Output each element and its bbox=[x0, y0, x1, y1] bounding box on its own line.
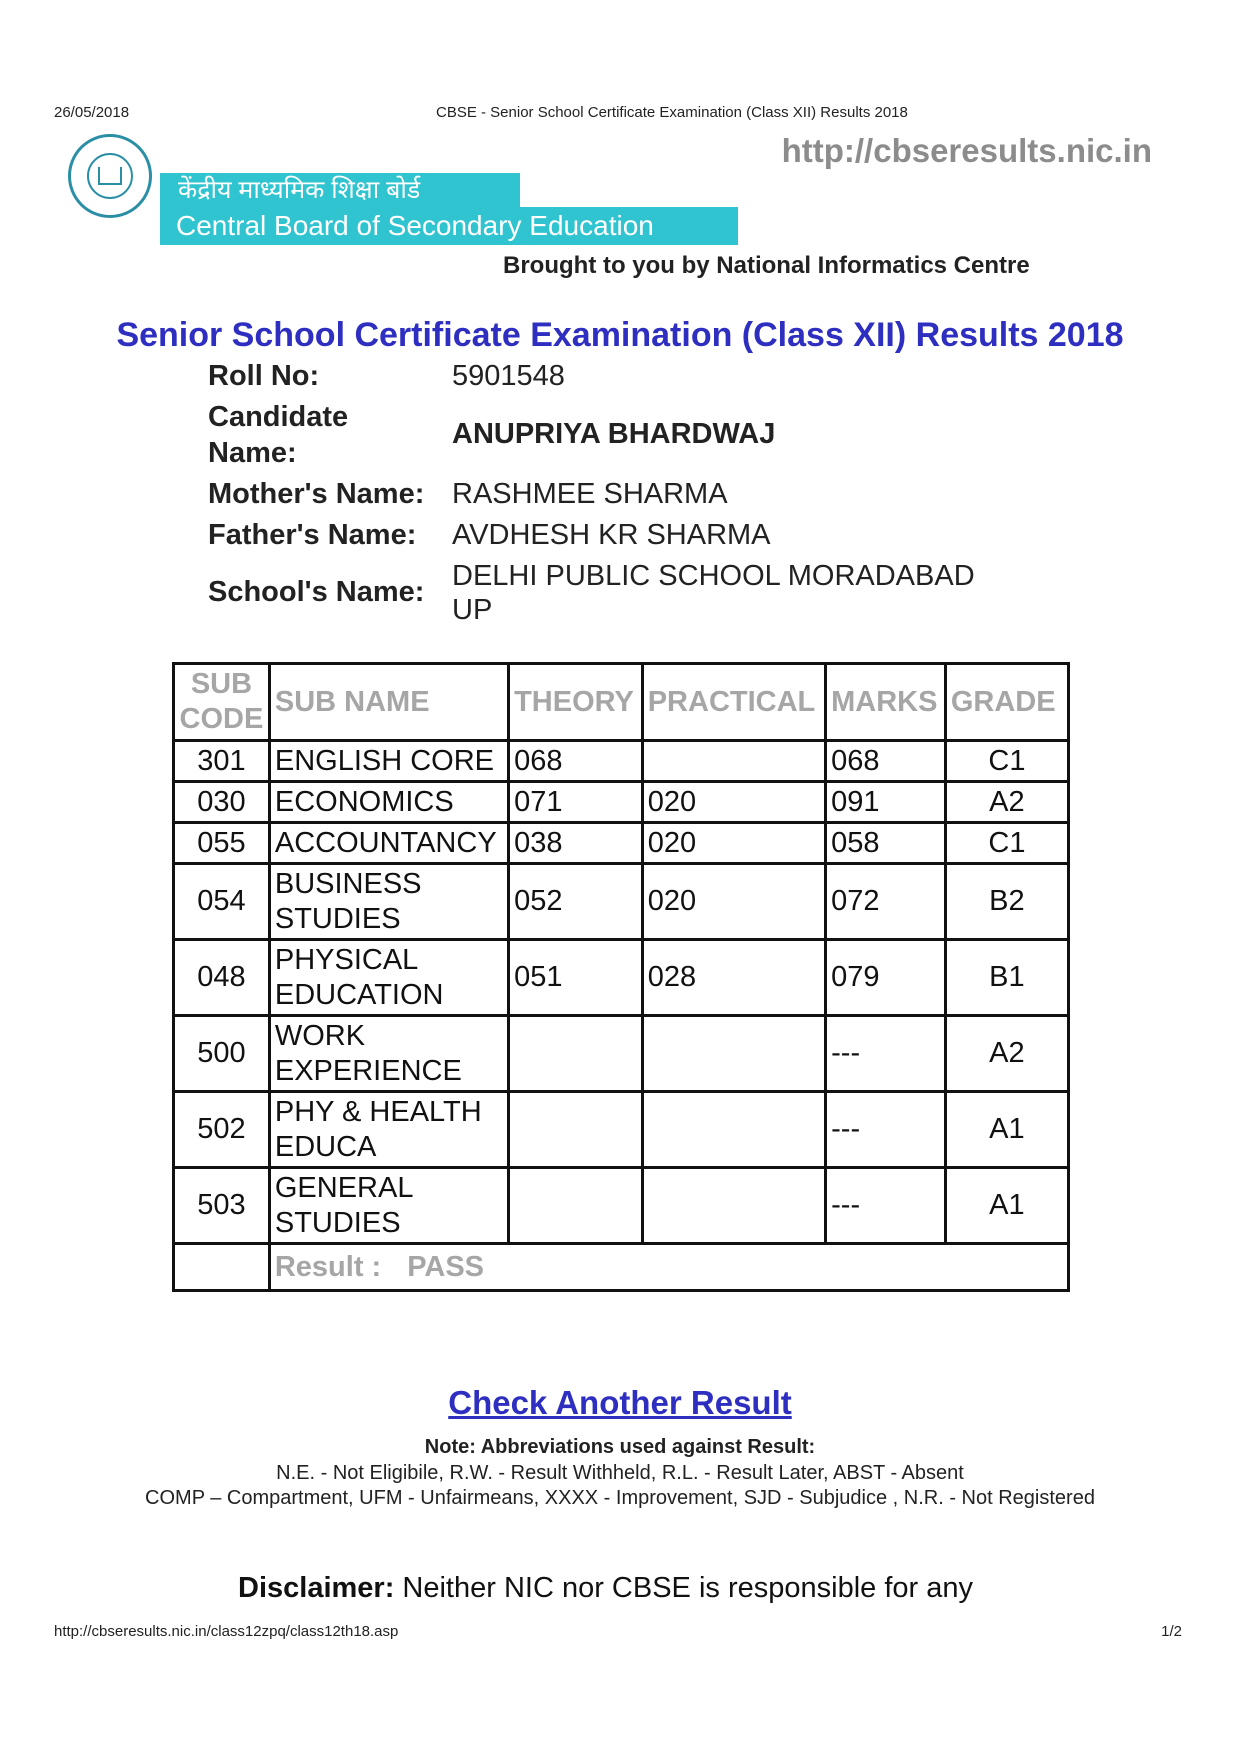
grade: A1 bbox=[945, 1092, 1068, 1168]
practical-marks bbox=[642, 1092, 825, 1168]
mother-value: RASHMEE SHARMA bbox=[452, 478, 728, 510]
header-marks: MARKS bbox=[826, 664, 946, 741]
result-status: Result : PASS bbox=[269, 1244, 1068, 1291]
table-header-row bbox=[174, 664, 1069, 741]
grade: A2 bbox=[945, 782, 1068, 823]
grade: A2 bbox=[945, 1016, 1068, 1092]
board-name-english: Central Board of Secondary Education bbox=[160, 207, 738, 245]
sub-code: 048 bbox=[174, 940, 270, 1016]
father-value: AVDHESH KR SHARMA bbox=[452, 519, 771, 551]
sub-code: 301 bbox=[174, 741, 270, 782]
theory-marks bbox=[509, 1016, 643, 1092]
practical-marks: 020 bbox=[642, 864, 825, 940]
total-marks: --- bbox=[826, 1092, 946, 1168]
sub-code: 054 bbox=[174, 864, 270, 940]
school-value-1: DELHI PUBLIC SCHOOL MORADABAD bbox=[452, 560, 975, 592]
footer-url: http://cbseresults.nic.in/class12zpq/class12th18.asp bbox=[54, 1623, 399, 1640]
table-row bbox=[174, 940, 1069, 1016]
total-marks: --- bbox=[826, 1168, 946, 1244]
total-marks: 068 bbox=[826, 741, 946, 782]
nic-credit: Brought to you by National Informatics Centre bbox=[503, 252, 1030, 279]
sub-code: 502 bbox=[174, 1092, 270, 1168]
theory-marks: 071 bbox=[509, 782, 643, 823]
header-sub-name: SUB NAME bbox=[269, 664, 508, 741]
page-title: Senior School Certificate Examination (Class XII) Results 2018 bbox=[116, 316, 1124, 354]
page-number: 1/2 bbox=[1161, 1623, 1182, 1640]
abbreviations-title: Note: Abbreviations used against Result: bbox=[424, 1436, 816, 1458]
school-label: School's Name: bbox=[208, 576, 425, 608]
total-marks: 058 bbox=[826, 823, 946, 864]
theory-marks: 051 bbox=[509, 940, 643, 1016]
result-row bbox=[174, 1244, 1069, 1291]
practical-marks bbox=[642, 741, 825, 782]
table-row bbox=[174, 864, 1069, 940]
sub-name: ENGLISH CORE bbox=[269, 741, 508, 782]
total-marks: 091 bbox=[826, 782, 946, 823]
roll-label: Roll No: bbox=[208, 360, 320, 392]
header-practical: PRACTICAL bbox=[642, 664, 825, 741]
practical-marks bbox=[642, 1168, 825, 1244]
table-row bbox=[174, 1168, 1069, 1244]
grade: B2 bbox=[945, 864, 1068, 940]
table-row bbox=[174, 823, 1069, 864]
abbreviations-line-1: N.E. - Not Eligibile, R.W. - Result Withheld, R.L. - Result Later, ABST - Absent bbox=[276, 1462, 964, 1484]
grade: B1 bbox=[945, 940, 1068, 1016]
site-url[interactable]: http://cbseresults.nic.in bbox=[781, 132, 1152, 169]
sub-name: ACCOUNTANCY bbox=[269, 823, 508, 864]
board-name-hindi: केंद्रीय माध्यमिक शिक्षा बोर्ड bbox=[160, 173, 520, 207]
theory-marks bbox=[509, 1092, 643, 1168]
theory-marks: 068 bbox=[509, 741, 643, 782]
candidate-name-value: ANUPRIYA BHARDWAJ bbox=[452, 418, 776, 450]
practical-marks bbox=[642, 1016, 825, 1092]
practical-marks: 020 bbox=[642, 782, 825, 823]
sub-name: WORK EXPERIENCE bbox=[269, 1016, 508, 1092]
candidate-name-label-2: Name: bbox=[208, 437, 297, 469]
roll-value: 5901548 bbox=[452, 360, 565, 392]
sub-code: 030 bbox=[174, 782, 270, 823]
table-row bbox=[174, 741, 1069, 782]
grade: C1 bbox=[945, 823, 1068, 864]
theory-marks bbox=[509, 1168, 643, 1244]
total-marks: 079 bbox=[826, 940, 946, 1016]
theory-marks: 038 bbox=[509, 823, 643, 864]
cbse-emblem-icon bbox=[68, 134, 152, 218]
theory-marks: 052 bbox=[509, 864, 643, 940]
total-marks: 072 bbox=[826, 864, 946, 940]
table-row bbox=[174, 1016, 1069, 1092]
marks-table bbox=[172, 662, 1070, 1292]
sub-code: 055 bbox=[174, 823, 270, 864]
print-title: CBSE - Senior School Certificate Examination (Class XII) Results 2018 bbox=[436, 104, 908, 121]
sub-name: BUSINESS STUDIES bbox=[269, 864, 508, 940]
school-value-2: UP bbox=[452, 594, 493, 626]
mother-label: Mother's Name: bbox=[208, 478, 425, 510]
header-sub-code: SUB CODE bbox=[174, 664, 270, 741]
practical-marks: 020 bbox=[642, 823, 825, 864]
grade: A1 bbox=[945, 1168, 1068, 1244]
print-date: 26/05/2018 bbox=[54, 104, 130, 121]
check-another-result-link[interactable]: Check Another Result bbox=[448, 1384, 792, 1421]
sub-name: GENERAL STUDIES bbox=[269, 1168, 508, 1244]
abbreviations-line-2: COMP – Compartment, UFM - Unfairmeans, XXXX - Improvement, SJD - Subjudice , N.R. - Not Registered bbox=[145, 1487, 1095, 1509]
grade: C1 bbox=[945, 741, 1068, 782]
practical-marks: 028 bbox=[642, 940, 825, 1016]
sub-code: 500 bbox=[174, 1016, 270, 1092]
header-theory: THEORY bbox=[509, 664, 643, 741]
table-row bbox=[174, 1092, 1069, 1168]
sub-name: PHY & HEALTH EDUCA bbox=[269, 1092, 508, 1168]
sub-code: 503 bbox=[174, 1168, 270, 1244]
table-row bbox=[174, 782, 1069, 823]
sub-name: PHYSICAL EDUCATION bbox=[269, 940, 508, 1016]
candidate-name-label-1: Candidate bbox=[208, 401, 349, 433]
header-grade: GRADE bbox=[945, 664, 1068, 741]
sub-name: ECONOMICS bbox=[269, 782, 508, 823]
total-marks: --- bbox=[826, 1016, 946, 1092]
father-label: Father's Name: bbox=[208, 519, 417, 551]
disclaimer: Disclaimer: Neither NIC nor CBSE is responsible for any bbox=[238, 1572, 973, 1604]
